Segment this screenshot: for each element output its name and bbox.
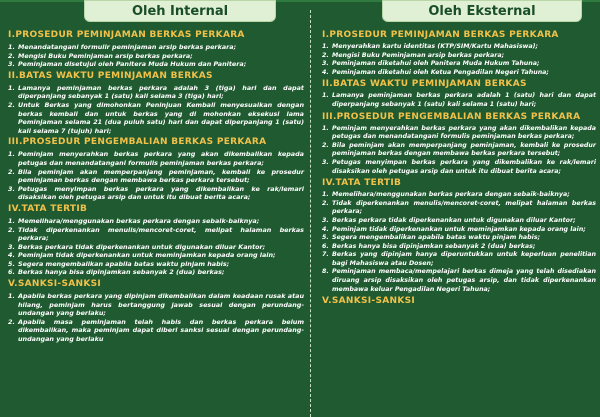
- section-title: I.PROSEDUR PEMINJAMAN BERKAS PERKARA: [322, 30, 559, 40]
- list-item: [8, 292, 304, 318]
- item-number: 4.: [322, 225, 329, 233]
- list-item: [8, 101, 304, 135]
- item-text: Bila peminjam akan memperpanjang peminjaman, kembali ke prosedur peminjaman berkas dengan membawa berkas perkara tersebut;: [18, 167, 304, 185]
- item-number: 2.: [8, 51, 15, 60]
- item-text: Menandatangani formulir peminjaman arsip berkas perkara;: [18, 43, 237, 51]
- list-item: [8, 251, 304, 260]
- list-item: [322, 191, 596, 200]
- list-item: [322, 234, 596, 243]
- list-item: [8, 52, 304, 61]
- item-number: 5.: [322, 234, 329, 242]
- section-list: [322, 125, 596, 177]
- section-title: IV.TATA TERTIB: [8, 203, 88, 214]
- item-text: Berkas yang dipinjam hanya diperuntukkan untuk keperluan penelitian bagi Mahasiswa atau Dosen;: [332, 251, 596, 267]
- item-text: Untuk Berkas yang dimohonkan Peninjuan Kembali menyesuaikan dengan berkas kembali dan untuk berkas yang di mohonkan eksekusi lama Peminjaman selama 21 (dua puluh satu) hari dan dapat diperpanjang 1 (satu) kali selama 7 (tujuh) hari;: [18, 100, 304, 135]
- internal-header: Oleh Internal: [84, 0, 276, 22]
- item-text: Berkas hanya bisa dipinjamkan sebanyak 2 (dua) berkas;: [332, 242, 536, 250]
- item-number: 2.: [322, 51, 329, 59]
- item-number: 1.: [8, 216, 15, 225]
- list-item: [8, 150, 304, 167]
- item-text: Peminjaman membaca/mempelajari berkas dimeja yang telah disediakan diruang arsip disaksikan oleh petugas arsip, dan tidak diperkenankan membawa keluar Pengadilan Negeri Tahuna;: [332, 268, 596, 293]
- item-number: 1.: [8, 292, 15, 301]
- item-number: 3.: [322, 158, 329, 166]
- section-list: [8, 292, 304, 344]
- list-item: [8, 318, 304, 344]
- item-number: 6.: [8, 268, 15, 277]
- list-item: [8, 268, 304, 277]
- section-title: I.PROSEDUR PEMINJAMAN BERKAS PERKARA: [8, 30, 245, 40]
- item-number: 1.: [322, 124, 329, 132]
- section-title: II.BATAS WAKTU PEMINJAMAN BERKAS: [322, 79, 527, 90]
- list-item: [8, 185, 304, 202]
- item-text: Peminjam menyerahkan berkas perkara yang akan dikembalikan kepada petugas dan menandatangani formulis peminjaman berkas perkara;: [332, 124, 596, 141]
- list-item: [322, 142, 596, 159]
- section-list: [322, 191, 596, 294]
- list-item: [322, 92, 596, 109]
- section-title: III.PROSEDUR PENGEMBALIAN BERKAS PERKARA: [322, 111, 581, 122]
- item-text: Apabila berkas perkara yang dipinjam dikembalikan dalam keadaan rusak atau hilang, peminjam harus bertanggung jawab sesuai dengan perundang-undangan yang berlaku;: [18, 292, 304, 318]
- item-number: 2.: [8, 167, 15, 176]
- section-list: [8, 43, 304, 69]
- section-title: IV.TATA TERTIB: [322, 178, 402, 189]
- item-number: 2.: [8, 100, 15, 109]
- item-number: 1.: [322, 43, 329, 50]
- list-item: [322, 43, 596, 52]
- item-text: Berkas perkara tidak diperkenankan untuk digunakan diluar Kantor;: [332, 216, 576, 224]
- item-text: Berkas hanya bisa dipinjamkan sebanyak 2 (dua) berkas;: [18, 268, 225, 277]
- item-number: 1.: [322, 92, 329, 100]
- item-number: 2.: [8, 225, 15, 234]
- list-item: [322, 268, 596, 294]
- item-text: Petugas menyimpan berkas perkara yang dikembalikan ke rak/lemari disaksikan oleh petugas arsip dan untuk itu dibuat berita acara;: [332, 158, 596, 175]
- section-list: [8, 217, 304, 277]
- section-list: [322, 43, 596, 77]
- item-number: 1.: [322, 191, 329, 199]
- list-item: [8, 43, 304, 52]
- item-text: Segera mengembalikan apabila batas waktu pinjam habis;: [18, 259, 230, 268]
- list-item: [322, 125, 596, 142]
- list-item: [322, 251, 596, 268]
- item-text: Bila peminjam akan memperpanjang peminjaman, kembali ke prosedur peminjaman berkas dengan membawa berkas perkara tersebut;: [332, 141, 596, 158]
- item-text: Peminjam tidak diperkenankan untuk meminjamkan kepada orang lain;: [18, 251, 276, 260]
- list-item: [8, 217, 304, 226]
- external-sections: [318, 30, 596, 307]
- item-number: 1.: [8, 43, 15, 51]
- external-header: Oleh Eksternal: [382, 0, 582, 22]
- item-text: Tidak diperkenankan menulis/mencoret-coret, melipat halaman berkas perkara;: [332, 199, 596, 216]
- section-title: II.BATAS WAKTU PEMINJAMAN BERKAS: [8, 70, 213, 81]
- section-list: [8, 84, 304, 136]
- item-text: Peminjam tidak diperkenankan untuk meminjamkan kepada orang lain;: [332, 225, 586, 233]
- item-text: Peminjam menyerahkan berkas perkara yang akan dikembalikan kepada petugas dan menandatangani formulis peminjaman berkas perkara;: [18, 150, 304, 167]
- item-text: Tidak diperkenankan menulis/mencoret-coret, melipat halaman berkas perkara;: [18, 225, 304, 243]
- item-number: 6.: [322, 242, 329, 250]
- section-title: V.SANKSI-SANKSI: [322, 296, 416, 307]
- list-item: [322, 243, 596, 252]
- item-text: Berkas perkara tidak diperkenankan untuk digunakan diluar Kantor;: [18, 242, 266, 251]
- section-title: V.SANKSI-SANKSI: [8, 279, 102, 290]
- external-column: [314, 0, 600, 417]
- item-number: 3.: [322, 216, 329, 224]
- item-text: Segera mengembalikan apabila batas waktu pinjam habis;: [332, 234, 541, 242]
- item-text: Memelihara/menggunakan berkas perkara dengan sebaik-baiknya;: [18, 216, 260, 225]
- list-item: [8, 84, 304, 101]
- item-number: 1.: [8, 150, 15, 159]
- item-text: Peminjaman diketahui oleh Ketua Pengadilan Negeri Tahuna;: [332, 68, 549, 76]
- internal-sections: [4, 30, 304, 344]
- item-number: 3.: [8, 60, 15, 69]
- item-number: 3.: [8, 184, 15, 193]
- item-text: Memelihara/menggunakan berkas perkara dengan sebaik-baiknya;: [332, 191, 570, 199]
- list-item: [322, 69, 596, 78]
- item-text: Lamanya peminjaman berkas perkara adalah 1 (satu) hari dan dapat diperpanjang sebanyak 1 (satu) kali selama 1 (satu) hari;: [332, 92, 596, 108]
- item-number: 3.: [322, 60, 329, 68]
- list-item: [322, 217, 596, 226]
- item-number: 2.: [322, 199, 329, 207]
- item-number: 4.: [8, 251, 15, 260]
- item-number: 1.: [8, 83, 15, 92]
- item-text: Apabila masa peminjaman telah habis dan berkas perkara belum dikembalikan, maka peminjam dapat diberi sanksi sesuai dengan perundang-undangan yang berlaku: [18, 317, 304, 344]
- item-text: Mengisi Buku Peminjaman arsip berkas perkara;: [18, 51, 193, 60]
- item-number: 8.: [322, 268, 329, 276]
- item-number: 7.: [322, 251, 329, 259]
- section-list: [8, 150, 304, 202]
- column-divider: [310, 10, 311, 417]
- list-item: [8, 226, 304, 243]
- item-number: 4.: [322, 68, 329, 76]
- item-text: Lamanya peminjaman berkas perkara adalah 3 (tiga) hari dan dapat diperpanjang sebanyak 1 (satu) kali selama 3 (tiga) hari;: [18, 83, 304, 101]
- list-item: [8, 260, 304, 269]
- item-number: 2.: [8, 317, 15, 326]
- list-item: [322, 52, 596, 61]
- item-text: Menyerahkan kartu identitas (KTP/SIM/Kartu Mahasiswa);: [332, 43, 539, 50]
- section-list: [322, 92, 596, 109]
- item-text: Peminjaman diketahui oleh Panitera Muda Hukum Tahuna;: [332, 60, 540, 68]
- list-item: [322, 159, 596, 176]
- item-text: Peminjaman disetujui oleh Panitera Muda Hukum dan Panitera;: [18, 60, 247, 69]
- list-item: [8, 60, 304, 69]
- list-item: [322, 60, 596, 69]
- list-item: [8, 168, 304, 185]
- list-item: [8, 243, 304, 252]
- item-number: 2.: [322, 141, 329, 149]
- item-number: 3.: [8, 242, 15, 251]
- list-item: [322, 226, 596, 235]
- item-text: Mengisi Buku Peminjaman arsip berkas perkara;: [332, 51, 505, 59]
- item-number: 5.: [8, 259, 15, 268]
- item-text: Petugas menyimpan berkas perkara yang dikembalikan ke rak/lemari disaksikan oleh petugas arsip dan untuk itu dibuat berita acara;: [18, 184, 304, 202]
- list-item: [322, 200, 596, 217]
- section-title: III.PROSEDUR PENGEMBALIAN BERKAS PERKARA: [8, 137, 267, 148]
